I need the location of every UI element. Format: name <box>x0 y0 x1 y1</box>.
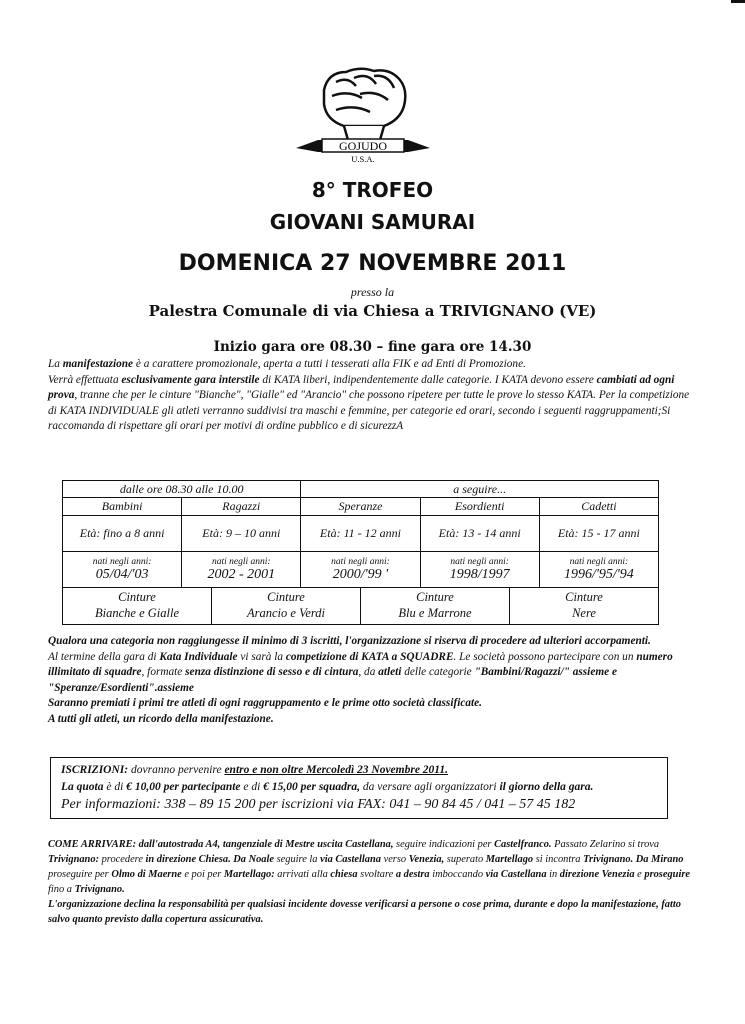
age-cell: Età: 13 - 14 anni <box>420 516 539 552</box>
venue-prefix: presso la <box>350 285 395 299</box>
title-trophy: 8° TROFEO <box>311 178 434 202</box>
category-cell: Cadetti <box>539 498 658 516</box>
rules-paragraph: Qualora una categoria non raggiungesse il minimo di 3 iscritti, l'organizzazione si riserva di procedere ad ulteriori accorpamenti. Al termine della gara di Kata Individuale vi sarà la competizione di KATA a SQUADRE. Le società possono partecipare con un numero illimitato di squadre, formate senza distinzione di sesso e di cintura, da atleti delle categorie "Bambini/Ragazzi/" assieme e "Speranze/Esordienti".assieme Saranno premiati i primi tre atleti di ogni raggruppamento e le prime otto società classificate. A tutti gli atleti, un ricordo della manifestazione. <box>48 635 673 725</box>
directions-paragraph: COME ARRIVARE: dall'autostrada A4, tangenziale di Mestre uscita Castellana, seguire indicazioni per Castelfranco. Passato Zelarino si trova Trivignano: procedere in direzione Chiesa. Da Noale seguire la via Castellana verso Venezia, superato Martellago si incontra Trivignano. Da Mirano proseguire per Olmo di Maerne e poi per Martellago: arrivati alla chiesa svoltare a destra imboccando via Castellana in direzione Venezia e proseguire fino a Trivignano. L'organizzazione declina la responsabilità per qualsiasi incidente dovesse verificarsi a persone o cose prima, durante e dopo la manifestazione, fatto salvo quanto previsto dalla copertura assicurativa. <box>48 839 690 925</box>
schedule-after: a seguire... <box>301 481 659 498</box>
logo-brand: GOJUDO <box>339 139 387 153</box>
souvenir-note: A tutti gli atleti, un ricordo della manifestazione. <box>48 712 274 725</box>
table-row-schedule <box>63 481 659 498</box>
birth-cell: nati negli anni: 05/04/'03 <box>63 552 182 588</box>
venue: Palestra Comunale di via Chiesa a TRIVIGNANO (VE) <box>148 302 597 320</box>
contact-info: Per informazioni: 338 – 89 15 200 per iscrizioni via FAX: 041 – 90 84 45 / 041 – 57 45 182 <box>61 797 576 812</box>
table-row-birth-years <box>63 552 659 588</box>
registration-fees: La quota è di € 10,00 per partecipante e di € 15,00 per squadra, da versare agli organizzatori il giorno della gara. <box>61 781 594 793</box>
disclaimer: L'organizzazione declina la responsabilità per qualsiasi incidente dovesse verificarsi a persone o cose prima, durante e dopo la manifestazione, fatto salvo quanto previsto dalla copertura assicurativa. <box>48 899 681 925</box>
minimum-entrants-note: Qualora una categoria non raggiungesse il minimo di 3 iscritti, l'organizzazione si riserva di procedere ad ulteriori accorpamenti. <box>48 635 651 647</box>
prizes-note: Saranno premiati i primi tre atleti di ogni raggruppamento e le prime otto società classificate. <box>48 697 482 709</box>
age-cell: Età: fino a 8 anni <box>63 516 182 552</box>
age-cell: Età: 9 – 10 anni <box>182 516 301 552</box>
categories-table <box>62 480 659 588</box>
table-row-categories <box>63 498 659 516</box>
birth-cell: nati negli anni: 1998/1997 <box>420 552 539 588</box>
scan-corner-mark <box>731 0 745 3</box>
belt-cell: Cinture Blu e Marrone <box>360 587 509 624</box>
registration-deadline: ISCRIZIONI: dovranno pervenire entro e non oltre Mercoledì 23 Novembre 2011. <box>61 764 449 776</box>
belts-row <box>62 587 659 625</box>
belt-cell: Cinture Nere <box>509 587 658 624</box>
birth-cell: nati negli anni: 1996/'95/'94 <box>539 552 658 588</box>
category-cell: Ragazzi <box>182 498 301 516</box>
category-cell: Speranze <box>301 498 420 516</box>
belt-cell: Cinture Bianche e Gialle <box>95 590 179 620</box>
gojudo-fist-logo <box>288 60 438 165</box>
registration-box <box>50 757 668 819</box>
age-cell: Età: 15 - 17 anni <box>539 516 658 552</box>
age-cell: Età: 11 - 12 anni <box>301 516 420 552</box>
belt-cell: Cinture Arancio e Verdi <box>211 587 360 624</box>
category-cell: Bambini <box>63 498 182 516</box>
logo-subtitle: U.S.A. <box>351 154 375 164</box>
birth-cell: nati negli anni: 2000/'99 ' <box>301 552 420 588</box>
table-row-ages <box>63 516 659 552</box>
intro-paragraph: La manifestazione è a carattere promozionale, aperta a tutti i tesserati alla FIK e ad Enti di Promozione. Verrà effettuata esclusivamente gara interstile di KATA liberi, indipendentemente dalle categorie. I KATA devono essere cambiati ad ogni prova, tranne che per le cinture "Bianche", "Gialle" ed "Arancio" che possono ripetere per tutte le prove lo stesso KATA. Per la competizione di KATA INDIVIDUALE gli atleti verranno suddivisi tra maschi e femmine, per categorie ed orari, secondo i seguenti raggruppamenti;Si raccomanda di rispettare gli orari per motivi di ordine pubblico e di sicurezzA <box>48 358 690 432</box>
schedule-first: dalle ore 08.30 alle 10.00 <box>63 481 301 498</box>
birth-cell: nati negli anni: 2002 - 2001 <box>182 552 301 588</box>
category-cell: Esordienti <box>420 498 539 516</box>
race-times: Inizio gara ore 08.30 – fine gara ore 14.30 <box>213 339 532 355</box>
title-date: DOMENICA 27 NOVEMBRE 2011 <box>178 251 567 276</box>
title-event: GIOVANI SAMURAI <box>269 210 476 234</box>
